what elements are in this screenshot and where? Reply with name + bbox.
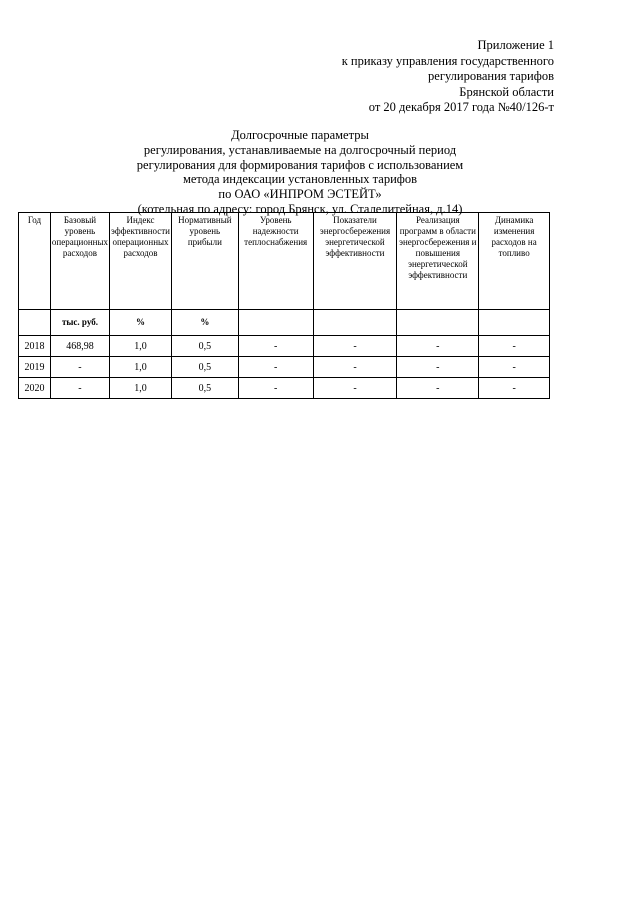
table-row — [19, 378, 550, 399]
header-reliability: Уровень надежности теплоснабжения — [238, 213, 313, 310]
appendix-line: к приказу управления государственного — [341, 53, 554, 68]
header-base-opex: Базовый уровень операционных расходов — [50, 213, 109, 310]
unit-cell: % — [110, 310, 172, 336]
table-cell: - — [50, 378, 109, 399]
unit-cell — [397, 310, 479, 336]
document-title — [100, 128, 500, 217]
table-cell: 1,0 — [110, 336, 172, 357]
table-cell: 0,5 — [171, 357, 238, 378]
parameters-table — [18, 212, 550, 399]
table-cell: - — [313, 378, 397, 399]
unit-cell — [238, 310, 313, 336]
table-cell: - — [313, 357, 397, 378]
title-line: метода индексации установленных тарифов — [182, 172, 418, 187]
table-cell: - — [238, 357, 313, 378]
header-profit-level: Нормативный уровень прибыли — [171, 213, 238, 310]
table-cell: - — [238, 378, 313, 399]
table-cell: 468,98 — [50, 336, 109, 357]
table-cell: 2020 — [19, 378, 51, 399]
table-cell: - — [479, 357, 550, 378]
table-cell: - — [397, 378, 479, 399]
table-cell: - — [397, 357, 479, 378]
title-line: по ОАО «ИНПРОМ ЭСТЕЙТ» — [218, 187, 382, 202]
table-cell: - — [479, 336, 550, 357]
appendix-line: Брянской области — [459, 84, 554, 99]
table-cell: - — [479, 378, 550, 399]
header-programs: Реализация программ в области энергосбережения и повышения энергетической эффективности — [397, 213, 479, 310]
header-efficiency-index: Индекс эффективности операционных расходов — [110, 213, 172, 310]
table-cell: - — [50, 357, 109, 378]
table-cell: 2018 — [19, 336, 51, 357]
table-cell: 0,5 — [171, 336, 238, 357]
title-line: регулирования для формирования тарифов с использованием — [136, 157, 464, 172]
appendix-line: от 20 декабря 2017 года №40/126-т — [368, 100, 554, 114]
header-year: Год — [19, 213, 51, 310]
header-energy-saving: Показатели энергосбережения энергетической эффективности — [313, 213, 397, 310]
table-cell: 0,5 — [171, 378, 238, 399]
appendix-line: регулирования тарифов — [428, 69, 554, 83]
table-cell: 1,0 — [110, 357, 172, 378]
unit-cell — [479, 310, 550, 336]
unit-cell — [19, 310, 51, 336]
header-fuel-dynamics: Динамика изменения расходов на топливо — [479, 213, 550, 310]
appendix-line: Приложение 1 — [477, 38, 554, 52]
table-row — [19, 336, 550, 357]
title-line: Долгосрочные параметры — [231, 128, 369, 142]
table-cell: 1,0 — [110, 378, 172, 399]
units-row — [19, 310, 550, 336]
unit-cell: % — [171, 310, 238, 336]
table-cell: - — [397, 336, 479, 357]
table-cell: 2019 — [19, 357, 51, 378]
table-header-row — [19, 213, 550, 310]
title-line: регулирования, устанавливаемые на долгосрочный период — [143, 142, 457, 157]
unit-cell — [313, 310, 397, 336]
table-cell: - — [313, 336, 397, 357]
unit-cell: тыс. руб. — [50, 310, 109, 336]
title-line: (котельная по адресу: город Брянск, ул. Сталелитейная, д.14) — [137, 201, 463, 216]
table-cell: - — [238, 336, 313, 357]
table-row — [19, 357, 550, 378]
appendix-reference — [342, 38, 554, 116]
